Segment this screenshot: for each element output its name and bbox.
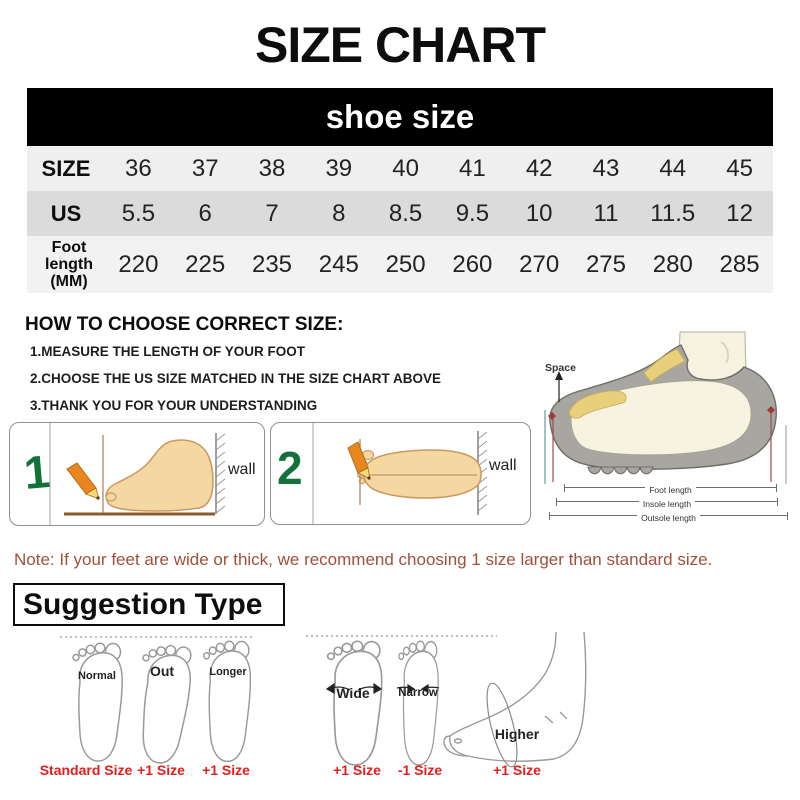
pencil-icon bbox=[67, 463, 100, 500]
row-label: Foot length (MM) bbox=[45, 238, 93, 291]
table-cell: 40 bbox=[392, 154, 419, 182]
measurement-outsole-length: Outsole length bbox=[549, 515, 788, 534]
table-row-foot-length bbox=[27, 236, 773, 293]
table-cell: 270 bbox=[519, 250, 560, 278]
size-advice-label: +1 Size bbox=[333, 762, 381, 778]
shoe-size-banner bbox=[27, 88, 773, 146]
foot-side-illustration bbox=[106, 440, 213, 511]
measure-panel-1 bbox=[9, 422, 265, 526]
table-cell: 220 bbox=[118, 250, 159, 278]
row-label: SIZE bbox=[41, 155, 91, 181]
size-advice-label: -1 Size bbox=[397, 762, 443, 778]
table-cell: 12 bbox=[726, 199, 753, 227]
tread-bumps bbox=[588, 467, 653, 474]
size-advice-label: Standard Size bbox=[39, 762, 133, 778]
table-cell: 45 bbox=[726, 154, 753, 182]
table-cell: 280 bbox=[652, 250, 693, 278]
table-cell: 8.5 bbox=[388, 199, 423, 227]
foot-type-label: Higher bbox=[494, 726, 540, 742]
size-advice-label: +1 Size bbox=[202, 762, 250, 778]
banner-label: shoe size bbox=[325, 98, 475, 135]
wall-label: wall bbox=[228, 461, 256, 478]
table-cell: 11 bbox=[593, 199, 619, 227]
table-cell: 10 bbox=[525, 199, 553, 227]
space-arrow-icon bbox=[555, 371, 563, 402]
pencil-icon bbox=[348, 442, 371, 480]
wall-hatch bbox=[216, 433, 225, 514]
shoe-fit-illustration bbox=[538, 330, 796, 486]
how-to-step-3: 3.THANK YOU FOR YOUR UNDERSTANDING bbox=[30, 398, 318, 413]
table-cell: 41 bbox=[459, 154, 486, 182]
foot-longer bbox=[204, 641, 251, 761]
table-cell: 285 bbox=[719, 250, 760, 278]
table-cell: 9.5 bbox=[455, 199, 490, 227]
foot-higher bbox=[444, 632, 586, 769]
table-cell: 250 bbox=[385, 250, 426, 278]
measurement-insole-length: Insole length bbox=[556, 501, 778, 520]
foot-type-label: Wide bbox=[336, 685, 370, 701]
foot-normal bbox=[73, 643, 122, 761]
table-cell: 36 bbox=[125, 154, 152, 182]
space-label: Space bbox=[545, 362, 576, 374]
table-cell: 5.5 bbox=[121, 199, 156, 227]
table-cell: 39 bbox=[325, 154, 353, 182]
foot-out bbox=[134, 643, 193, 765]
measurement-foot-length: Foot length bbox=[564, 487, 777, 506]
instep-girth-ellipse bbox=[481, 681, 523, 770]
table-cell: 44 bbox=[659, 154, 687, 182]
foot-type-label: Out bbox=[149, 663, 175, 679]
foot-type-label: Normal bbox=[78, 670, 116, 682]
size-advice-label: +1 Size bbox=[137, 762, 185, 778]
foot-type-label: Narrow bbox=[398, 687, 438, 699]
foot-wide bbox=[328, 641, 382, 765]
step-number-badge: 2 bbox=[277, 442, 303, 494]
table-cell: 7 bbox=[265, 199, 279, 227]
table-cell: 260 bbox=[452, 250, 493, 278]
table-cell: 42 bbox=[525, 154, 553, 182]
table-row-size bbox=[27, 146, 773, 191]
suggestion-type-heading: Suggestion Type bbox=[13, 583, 285, 626]
table-cell: 38 bbox=[258, 154, 286, 182]
table-cell: 6 bbox=[198, 199, 212, 227]
table-cell: 275 bbox=[585, 250, 626, 278]
measure-panel-2 bbox=[270, 422, 531, 525]
table-cell: 11.5 bbox=[650, 199, 696, 227]
table-cell: 245 bbox=[318, 250, 359, 278]
step-number-badge: 1 bbox=[21, 444, 52, 500]
table-cell: 43 bbox=[592, 154, 620, 182]
table-cell: 225 bbox=[185, 250, 226, 278]
size-table bbox=[27, 146, 773, 293]
row-label: US bbox=[50, 200, 82, 226]
foot-narrow bbox=[399, 641, 438, 765]
foot-type-label: Longer bbox=[209, 666, 247, 678]
how-to-heading: HOW TO CHOOSE CORRECT SIZE: bbox=[25, 314, 344, 335]
how-to-step-2: 2.CHOOSE THE US SIZE MATCHED IN THE SIZE CHART ABOVE bbox=[30, 371, 442, 386]
table-cell: 37 bbox=[191, 154, 219, 182]
page-title: SIZE CHART bbox=[255, 17, 545, 73]
foot-top-illustration bbox=[358, 450, 481, 498]
wall-label: wall bbox=[489, 457, 517, 474]
sizing-note: Note: If your feet are wide or thick, we recommend choosing 1 size larger than standard size. bbox=[14, 550, 713, 569]
how-to-step-1: 1.MEASURE THE LENGTH OF YOUR FOOT bbox=[30, 344, 306, 359]
table-row-us bbox=[27, 191, 773, 236]
suggestion-feet-illustration bbox=[0, 628, 800, 778]
size-advice-label: +1 Size bbox=[493, 762, 541, 778]
table-cell: 8 bbox=[332, 199, 346, 227]
table-cell: 235 bbox=[251, 250, 293, 278]
